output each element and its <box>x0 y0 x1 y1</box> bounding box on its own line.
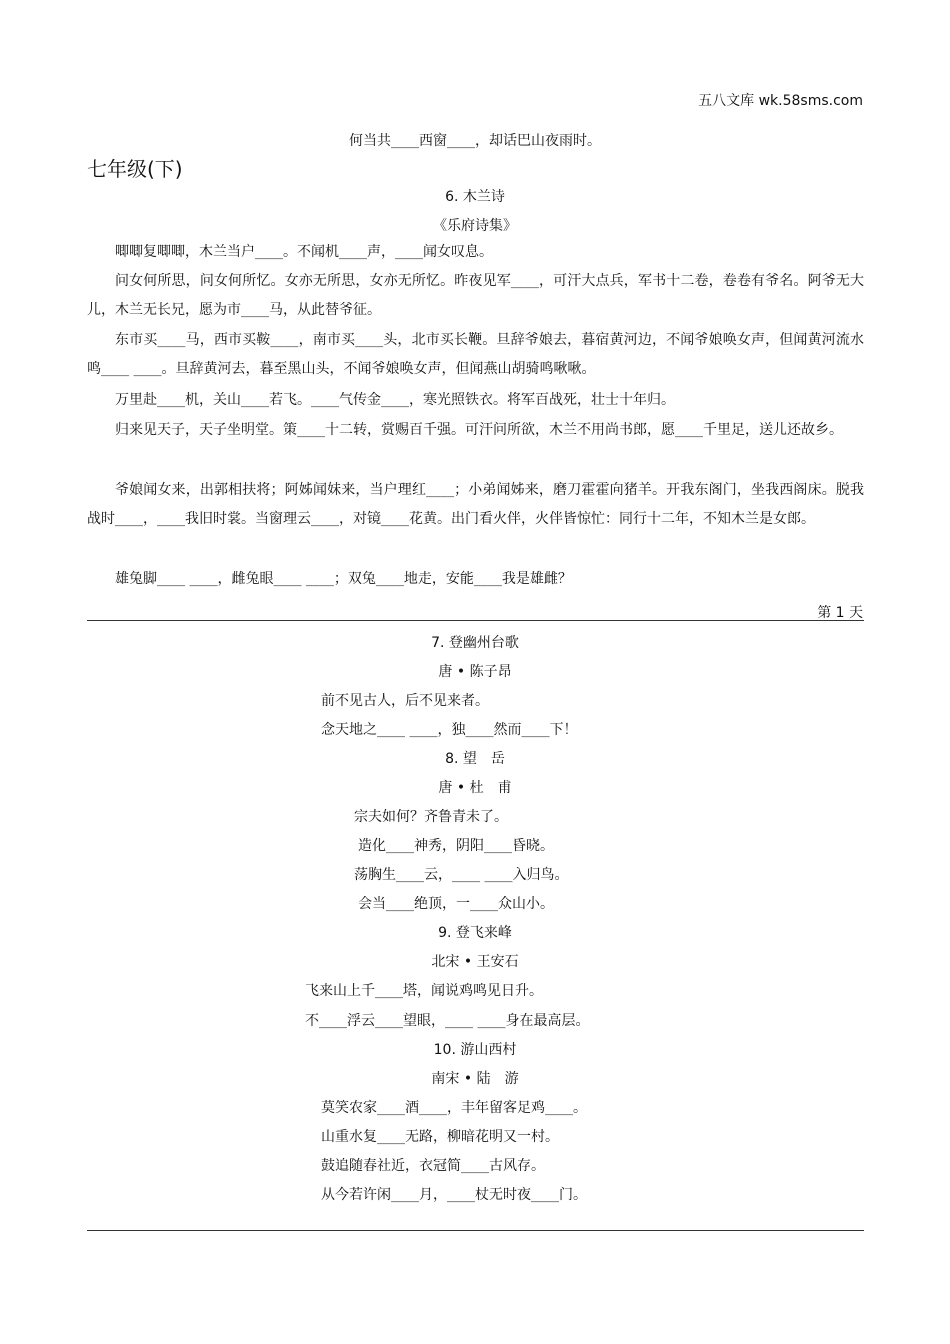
poem-6-paragraph: 问女何所思，问女何所忆。女亦无所思，女亦无所忆。昨夜见军____，可汗大点兵，军书十二卷，卷卷有爷名。阿爷无大儿，木兰无长兄，愿为市____马，从此替爷征。 <box>87 273 864 318</box>
poem-9-title: 9. 登飞来峰 <box>438 925 512 941</box>
poem-6-paragraph: 万里赴____机，关山____若飞。____气传金____，寒光照铁衣。将军百战死，壮士十年归。 <box>115 392 675 408</box>
poem-9-line: 飞来山上千____塔，闻说鸡鸣见日升。 <box>305 983 543 999</box>
poem-7-title: 7. 登幽州台歌 <box>431 635 519 651</box>
poem-8-line: 宗夫如何？齐鲁青未了。 <box>354 809 508 825</box>
poem-6-source: 《乐府诗集》 <box>433 218 517 234</box>
poem-10-author: 南宋 • 陆 游 <box>431 1071 519 1087</box>
poem-6-paragraph: 唧唧复唧唧，木兰当户____。不闻机____声，____闻女叹息。 <box>115 244 493 260</box>
poem-6-title: 6. 木兰诗 <box>445 189 505 205</box>
divider <box>87 620 864 621</box>
poem-7-author: 唐 • 陈子昂 <box>438 664 512 680</box>
poem-8-line: 荡胸生____云，____ ____入归鸟。 <box>354 867 569 883</box>
poem-8-author: 唐 • 杜 甫 <box>438 780 512 796</box>
poem-8-line: 造化____神秀，阴阳____昏晓。 <box>358 838 554 854</box>
poem-8-line: 会当____绝顶，一____众山小。 <box>358 896 554 912</box>
poem-7-line: 前不见古人，后不见来者。 <box>321 693 489 709</box>
poem-6-paragraph: 东市买____马，西市买鞍____，南市买____头，北市买长鞭。旦辞爷娘去，暮宿黄河边，不闻爷娘唤女声，但闻黄河流水鸣____ ____。旦辞黄河去，暮至黑山头，不闻爷娘唤女声，但闻燕山胡骑鸣啾啾。 <box>87 332 864 377</box>
poem-10-line: 莫笑农家____酒____，丰年留客足鸡____。 <box>321 1100 587 1116</box>
poem-7-line: 念天地之____ ____，独____然而____下！ <box>321 722 578 738</box>
poem-10-line: 鼓追随春社近，衣冠简____古风存。 <box>321 1158 545 1174</box>
poem-6-paragraph: 雄兔脚____ ____，雌兔眼____ ____；双兔____地走，安能____我是雄雌？ <box>115 571 572 587</box>
top-verse-line: 何当共____西窗____，却话巴山夜雨时。 <box>349 133 601 149</box>
poem-8-title: 8. 望 岳 <box>445 751 505 767</box>
poem-10-title: 10. 游山西村 <box>433 1042 517 1058</box>
poem-9-line: 不____浮云____望眼，____ ____身在最高层。 <box>305 1013 590 1029</box>
bottom-divider <box>87 1230 864 1231</box>
poem-10-line: 山重水复____无路，柳暗花明又一村。 <box>321 1129 559 1145</box>
header-watermark: 五八文库 wk.58sms.com <box>698 93 863 109</box>
poem-6-paragraph: 归来见天子，天子坐明堂。策____十二转，赏赐百千强。可汗问所欲，木兰不用尚书郎，愿____千里足，送儿还故乡。 <box>115 422 843 438</box>
poem-10-line: 从今若许闲____月，____杖无时夜____门。 <box>321 1187 587 1203</box>
poem-6-paragraph: 爷娘闻女来，出郭相扶将；阿姊闻妹来，当户理红____；小弟闻姊来，磨刀霍霍向猪羊。开我东阁门，坐我西阁床。脱我战时____，____我旧时裳。当窗理云____，对镜____花黄。出门看火伴，火伴皆惊忙：同行十二年，不知木兰是女郎。 <box>87 482 864 527</box>
poem-9-author: 北宋 • 王安石 <box>431 954 519 970</box>
section-title: 七年级(下) <box>87 157 183 181</box>
day-label: 第 1 天 <box>817 605 863 621</box>
